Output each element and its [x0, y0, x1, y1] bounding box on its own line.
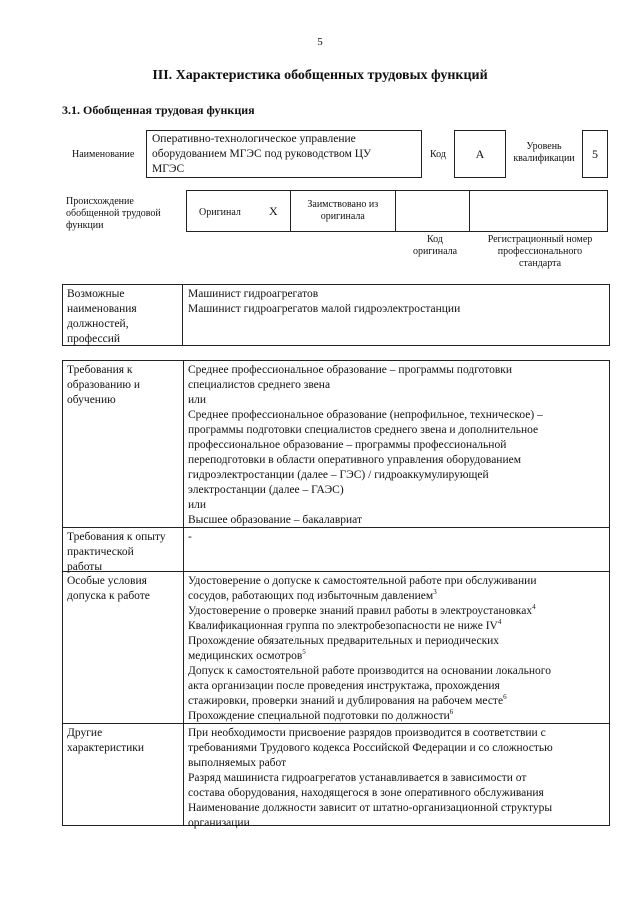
positions-label-line: должностей, [67, 318, 129, 330]
education-line: переподготовки в области оперативного управления оборудованием [188, 454, 521, 466]
function-name-line: оборудованием МГЭС под руководством ЦУ [152, 148, 372, 160]
origin-label-line: функции [66, 220, 104, 231]
special-conditions-label [67, 574, 181, 604]
positions-values [188, 287, 605, 317]
origin-label [66, 196, 184, 232]
registration-number-cell [470, 191, 607, 231]
special-line [188, 709, 605, 724]
education-line: программы подготовки специалистов среднего звена и дополнительное [188, 424, 539, 436]
experience-value: - [188, 531, 192, 543]
level-label-line: Уровень [526, 141, 562, 152]
other-label-line: характеристики [67, 742, 145, 754]
positions-label-line: Возможные [67, 288, 125, 300]
page-number: 5 [317, 36, 323, 48]
education-value [188, 363, 605, 528]
subsection-title: 3.1. Обобщенная трудовая функция [62, 103, 255, 117]
other-line: состава оборудования, находящегося в зоне оперативного обслуживания [188, 787, 544, 799]
footnote-ref: 3 [433, 588, 437, 597]
borrowed-label [293, 199, 394, 223]
footnote-ref: 5 [302, 648, 306, 657]
experience-label [67, 530, 181, 575]
special-line [188, 604, 605, 619]
other-line: требованиями Трудового кодекса Российской Федерации и со сложностью [188, 742, 553, 754]
other-line: организации [188, 817, 250, 829]
requirements-table [62, 360, 610, 829]
origin-table [186, 190, 608, 232]
other-label-line: Другие [67, 727, 103, 739]
education-row [63, 361, 609, 528]
special-line-text: сосудов, работающих под избыточным давлением [188, 590, 434, 602]
other-characteristics-label [67, 726, 181, 756]
special-line [188, 649, 605, 664]
original-code-caption [398, 234, 472, 258]
education-label-line: Требования к [67, 364, 133, 376]
special-line [188, 574, 605, 589]
education-line: электростанции (далее – ГАЭС) [188, 484, 344, 496]
experience-label-line: практической [67, 546, 134, 558]
other-line: При необходимости присвоение разрядов производится в соответствии с [188, 727, 546, 739]
special-line [188, 679, 605, 694]
caption-line: профессионального [497, 246, 583, 257]
special-line-text: Квалификационная группа по электробезопасности не ниже IV [188, 620, 498, 632]
positions-table [62, 284, 610, 346]
function-name-line: Оперативно-технологическое управление [152, 133, 356, 145]
special-line-text: Удостоверение о допуске к самостоятельной работе при обслуживании [188, 575, 537, 587]
footnote-ref: 4 [497, 618, 502, 627]
qualification-level-value: 5 [592, 147, 598, 161]
experience-label-line: Требования к опыту [67, 531, 166, 543]
education-label-line: образованию и [67, 379, 140, 391]
code-value: А [475, 147, 485, 161]
original-label: Оригинал [199, 207, 241, 218]
borrowed-label-line: Заимствовано из [307, 199, 379, 210]
special-conditions-row [63, 572, 609, 724]
education-line: или [188, 394, 207, 406]
special-line-text: Удостоверение о проверке знаний правил работы в электроустановках [188, 605, 533, 617]
section-title: III. Характеристика обобщенных трудовых функций [152, 68, 488, 83]
qualification-level-label [508, 141, 580, 165]
education-label-line: обучению [67, 394, 116, 406]
positions-label-line: наименования [67, 303, 137, 315]
qualification-level-box [582, 130, 608, 178]
borrowed-cell [291, 191, 397, 231]
special-label-line: Особые условия [67, 575, 147, 587]
positions-label-line: профессий [67, 333, 121, 345]
education-label [67, 363, 181, 408]
name-label: Наименование [72, 149, 135, 160]
footnote-ref: 4 [532, 603, 536, 612]
origin-label-line: Происхождение [66, 196, 134, 207]
education-line: специалистов среднего звена [188, 379, 331, 391]
other-line: Наименование должности зависит от штатно-организационной структуры [188, 802, 553, 814]
other-line: Разряд машиниста гидроагрегатов устанавливается в зависимости от [188, 772, 527, 784]
special-line [188, 634, 605, 649]
special-label-line: допуска к работе [67, 590, 150, 602]
special-line-text: медицинских осмотров [188, 650, 303, 662]
special-line-text: Допуск к самостоятельной работе производится на основании локального [188, 665, 551, 677]
function-name-box [146, 130, 422, 178]
original-cell [187, 191, 291, 231]
code-label: Код [430, 149, 446, 160]
caption-line: Регистрационный номер [487, 234, 593, 245]
education-line: гидроэлектростанции (далее – ГЭС) / гидроаккумулирующей [188, 469, 489, 481]
position-item: Машинист гидроагрегатов малой гидроэлектростанции [188, 303, 461, 315]
special-line-text: Прохождение обязательных предварительных и периодических [188, 635, 500, 647]
special-line [188, 589, 605, 604]
special-line-text: акта организации после проведения инструктажа, прохождения [188, 680, 500, 692]
special-conditions-value [188, 574, 605, 724]
footnote-ref: 6 [449, 708, 454, 717]
registration-number-caption [472, 234, 608, 270]
caption-line: Код [427, 234, 443, 245]
special-line [188, 664, 605, 679]
origin-label-line: обобщенной трудовой [66, 208, 161, 219]
original-mark: Х [269, 204, 278, 218]
education-line: Высшее образование – бакалавриат [188, 514, 362, 526]
original-code-cell [396, 191, 470, 231]
caption-line: стандарта [518, 258, 562, 269]
other-characteristics-row [63, 724, 609, 827]
caption-line: оригинала [412, 246, 458, 257]
special-line [188, 694, 605, 709]
other-line: выполняемых работ [188, 757, 287, 769]
special-line-text: Прохождение специальной подготовки по должности [188, 710, 450, 722]
borrowed-label-line: оригинала [320, 211, 365, 222]
experience-label-line: работы [67, 561, 103, 573]
education-line: Среднее профессиональное образование – программы подготовки [188, 364, 513, 376]
experience-row [63, 528, 609, 572]
education-line: или [188, 499, 207, 511]
special-line-text: стажировки, проверки знаний и дублирования на рабочем месте [188, 695, 504, 707]
positions-label [67, 287, 181, 347]
other-characteristics-value [188, 726, 605, 831]
function-name [152, 132, 417, 177]
position-item: Машинист гидроагрегатов [188, 288, 319, 300]
level-label-line: квалификации [513, 153, 575, 164]
special-line [188, 619, 605, 634]
function-name-line: МГЭС [152, 163, 185, 175]
footnote-ref: 6 [503, 693, 507, 702]
education-line: профессиональное образование – программы профессиональной [188, 439, 507, 451]
code-box [454, 130, 506, 178]
education-line: Среднее профессиональное образование (непрофильное, техническое) – [188, 409, 543, 421]
